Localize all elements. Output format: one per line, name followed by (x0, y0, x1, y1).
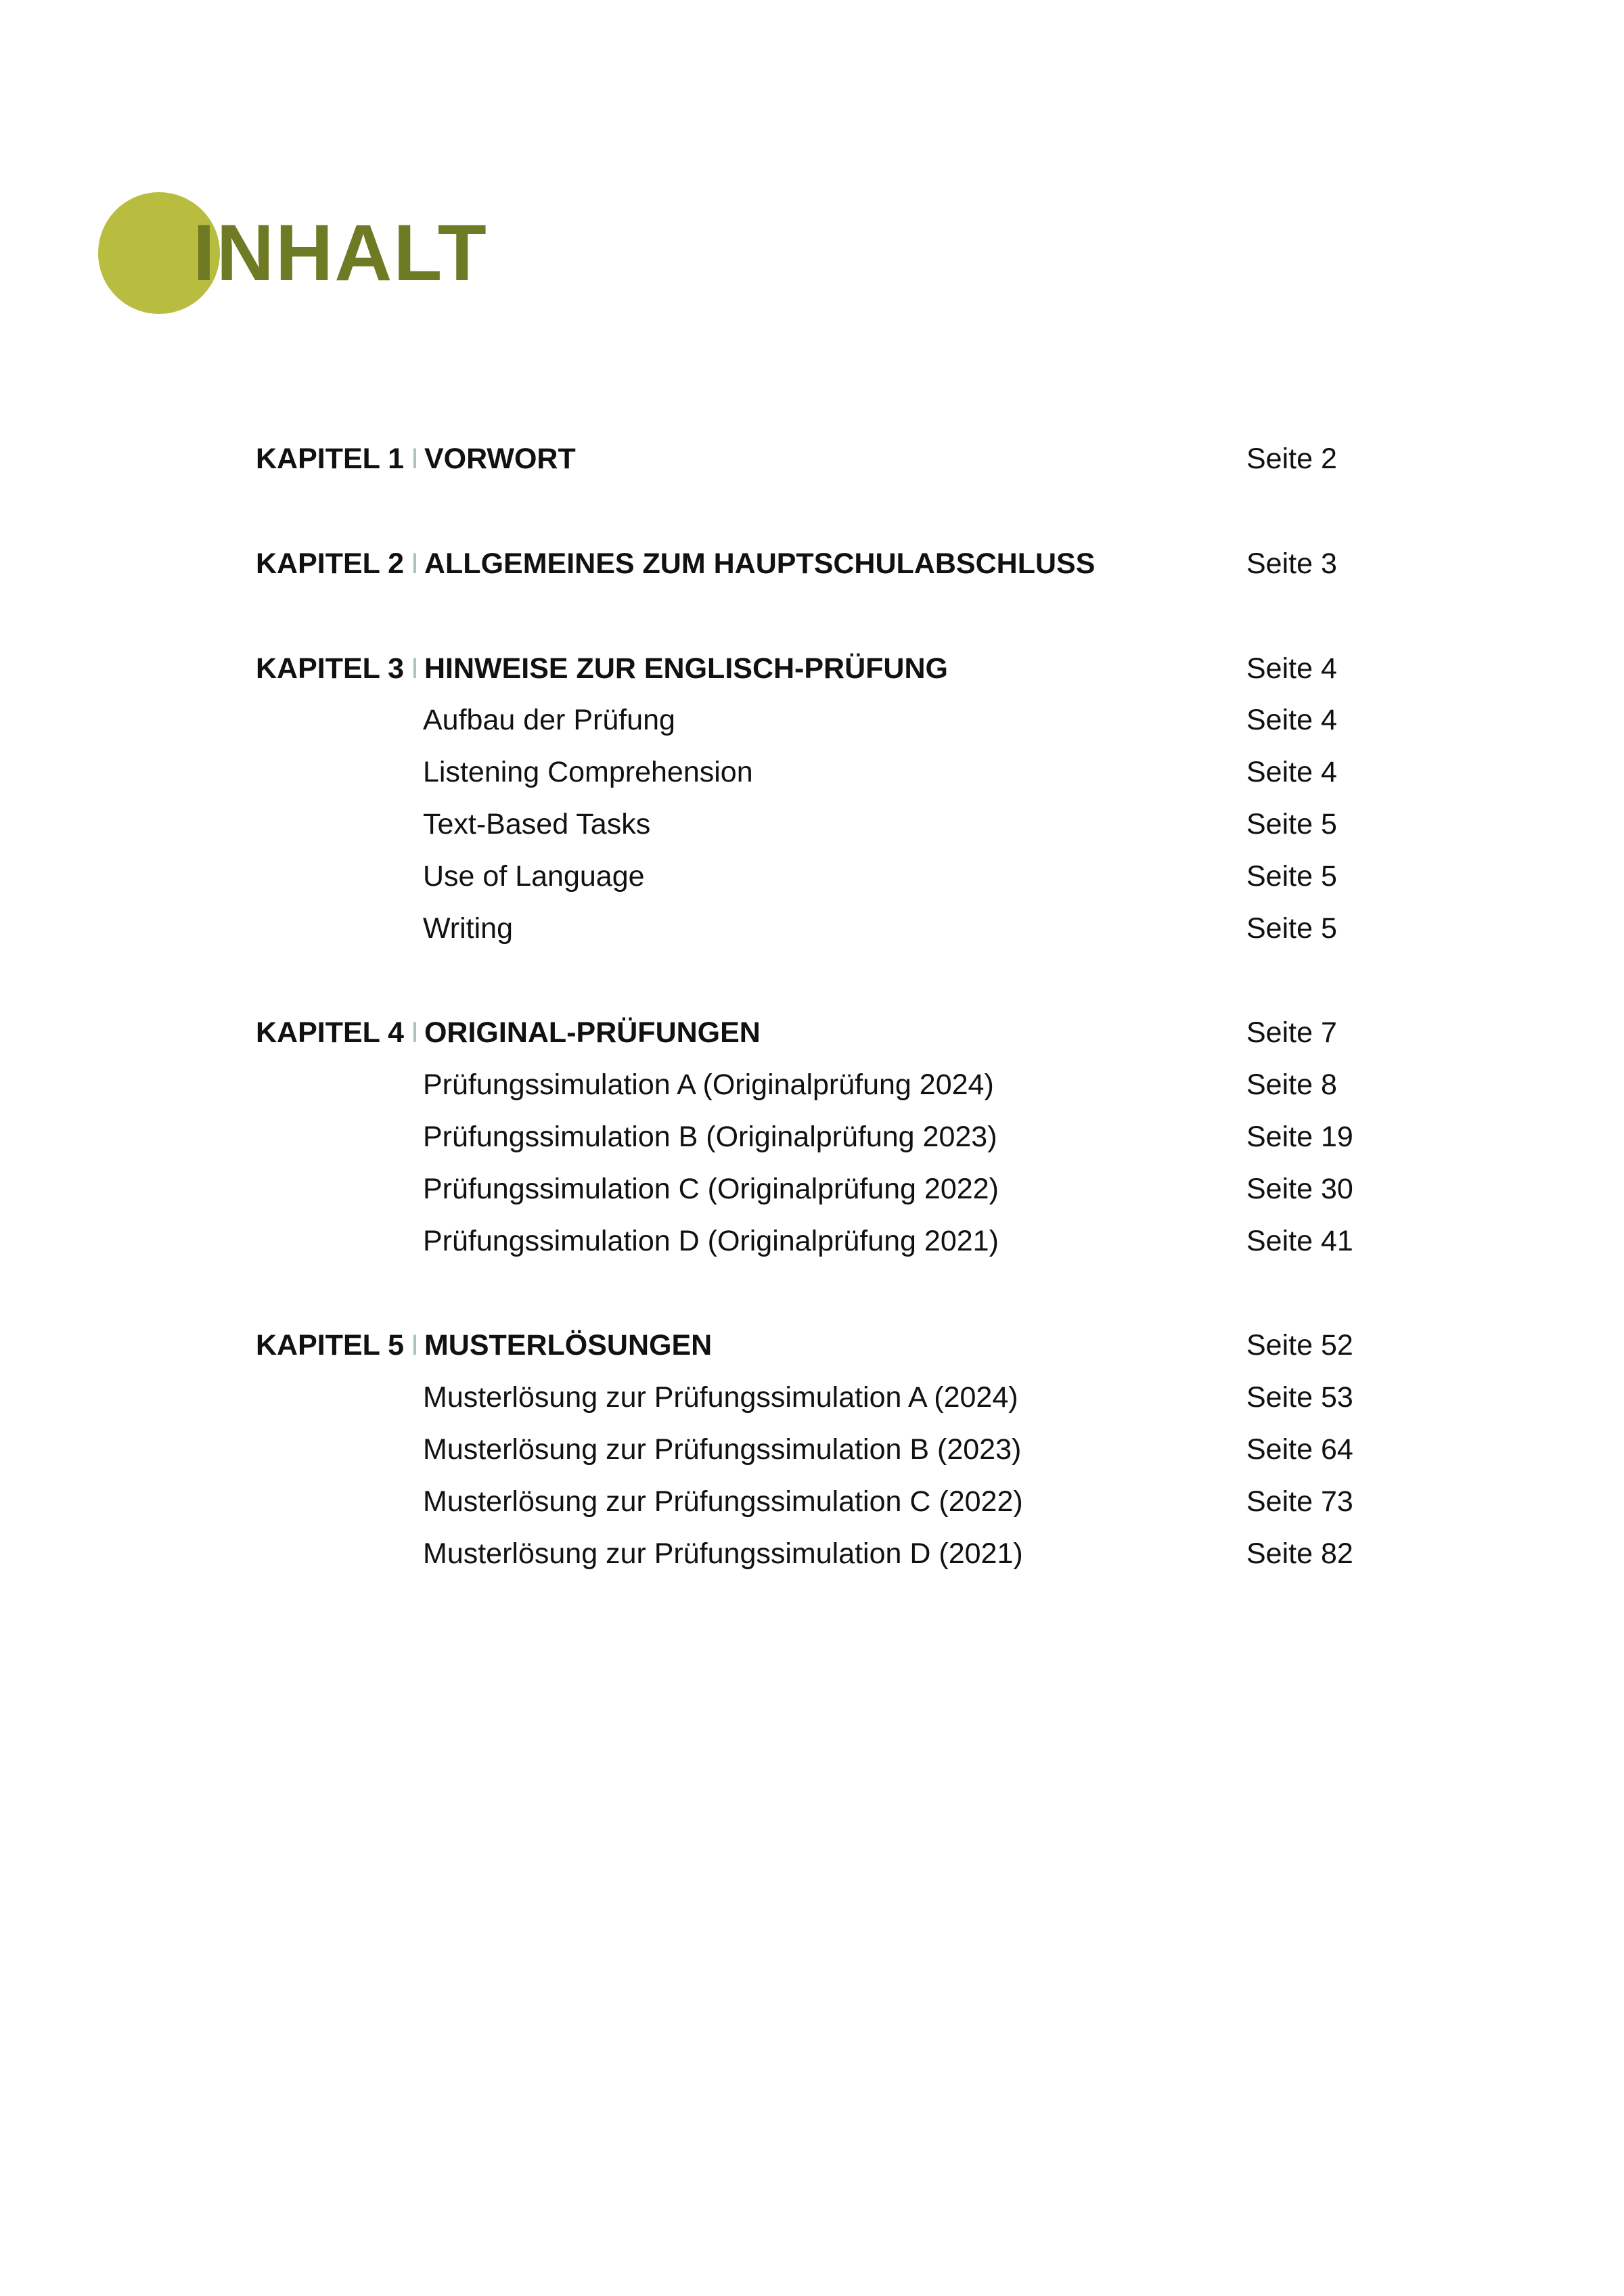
toc-entry-label: Musterlösung zur Prüfungssimulation D (2021) (423, 1537, 1023, 1570)
toc-entry-label: Text-Based Tasks (423, 807, 651, 840)
chapter-heading-row[interactable] (256, 1007, 1372, 1059)
chapter-page-number: Seite 2 (1246, 443, 1337, 475)
toc-entry[interactable] (256, 746, 1372, 798)
chapter-title: MUSTERLÖSUNGEN (424, 1329, 713, 1362)
chapter-title: VORWORT (424, 443, 576, 475)
chapter-title: HINWEISE ZUR ENGLISCH-PRÜFUNG (424, 652, 948, 685)
toc-entry[interactable] (256, 1528, 1372, 1580)
page-title: INHALT (193, 208, 488, 298)
toc-entry-page-number: Seite 8 (1246, 1068, 1337, 1102)
toc-entry[interactable] (256, 1163, 1372, 1215)
toc-entry-page-number: Seite 73 (1246, 1485, 1353, 1518)
chapter-heading (256, 1320, 712, 1372)
chapter-5 (256, 1320, 1372, 1579)
chapter-heading-row[interactable] (256, 538, 1372, 590)
chapter-title: ORIGINAL-PRÜFUNGEN (424, 1016, 761, 1050)
chapter-heading (256, 538, 1095, 590)
toc-entry[interactable] (256, 798, 1372, 851)
chapter-2 (256, 538, 1372, 590)
chapter-separator: I (411, 1016, 419, 1050)
table-of-contents (256, 433, 1372, 1632)
chapter-label: KAPITEL 4 (256, 1016, 405, 1050)
toc-entry[interactable] (256, 1215, 1372, 1267)
toc-entry-page-number: Seite 5 (1246, 807, 1337, 840)
chapter-label: KAPITEL 1 (256, 443, 405, 475)
chapter-heading-row[interactable] (256, 1320, 1372, 1372)
chapter-heading (256, 643, 948, 695)
chapter-separator: I (411, 652, 419, 685)
toc-entry-page-number: Seite 53 (1246, 1381, 1353, 1414)
chapter-separator: I (411, 1329, 419, 1362)
toc-entry-label: Prüfungssimulation A (Originalprüfung 2024) (423, 1068, 994, 1102)
toc-entry-label: Prüfungssimulation C (Originalprüfung 2022) (423, 1172, 999, 1205)
chapter-page-number: Seite 52 (1246, 1329, 1353, 1362)
toc-entry-label: Prüfungssimulation D (Originalprüfung 2021) (423, 1224, 999, 1257)
toc-entry-label: Aufbau der Prüfung (423, 704, 675, 737)
toc-entry-page-number: Seite 4 (1246, 756, 1337, 789)
toc-entry[interactable] (256, 1111, 1372, 1163)
chapter-separator: I (411, 547, 419, 580)
toc-entry-page-number: Seite 30 (1246, 1172, 1353, 1205)
chapter-3 (256, 643, 1372, 955)
toc-entry-page-number: Seite 4 (1246, 704, 1337, 737)
chapter-label: KAPITEL 3 (256, 652, 405, 685)
toc-entry[interactable] (256, 1424, 1372, 1476)
chapter-page-number: Seite 4 (1246, 652, 1337, 685)
toc-entry-label: Use of Language (423, 859, 645, 893)
toc-entry-label: Musterlösung zur Prüfungssimulation C (2022) (423, 1485, 1023, 1518)
toc-entry[interactable] (256, 851, 1372, 903)
chapter-separator: I (411, 443, 419, 475)
toc-entry[interactable] (256, 694, 1372, 746)
toc-entry-label: Writing (423, 911, 514, 945)
toc-entry[interactable] (256, 1476, 1372, 1528)
toc-entry-label: Musterlösung zur Prüfungssimulation A (2024) (423, 1381, 1018, 1414)
chapter-heading-row[interactable] (256, 433, 1372, 485)
toc-entry-label: Musterlösung zur Prüfungssimulation B (2023) (423, 1433, 1022, 1466)
toc-entry-page-number: Seite 82 (1246, 1537, 1353, 1570)
chapter-4 (256, 1007, 1372, 1267)
chapter-heading (256, 1007, 761, 1059)
toc-entry-page-number: Seite 19 (1246, 1120, 1353, 1153)
chapter-label: KAPITEL 2 (256, 547, 405, 580)
chapter-heading-row[interactable] (256, 643, 1372, 695)
chapter-heading (256, 433, 576, 485)
chapter-page-number: Seite 7 (1246, 1016, 1337, 1050)
chapter-page-number: Seite 3 (1246, 547, 1337, 580)
toc-entry-page-number: Seite 5 (1246, 859, 1337, 893)
toc-entry-page-number: Seite 41 (1246, 1224, 1353, 1257)
toc-entry-page-number: Seite 5 (1246, 911, 1337, 945)
page-title-block (98, 189, 531, 318)
toc-entry[interactable] (256, 903, 1372, 955)
chapter-1 (256, 433, 1372, 485)
toc-entry-label: Listening Comprehension (423, 756, 753, 789)
toc-entry-label: Prüfungssimulation B (Originalprüfung 2023) (423, 1120, 997, 1153)
chapter-title: ALLGEMEINES ZUM HAUPTSCHULABSCHLUSS (424, 547, 1096, 580)
toc-entry[interactable] (256, 1372, 1372, 1424)
toc-entry[interactable] (256, 1059, 1372, 1111)
chapter-label: KAPITEL 5 (256, 1329, 405, 1362)
toc-entry-page-number: Seite 64 (1246, 1433, 1353, 1466)
